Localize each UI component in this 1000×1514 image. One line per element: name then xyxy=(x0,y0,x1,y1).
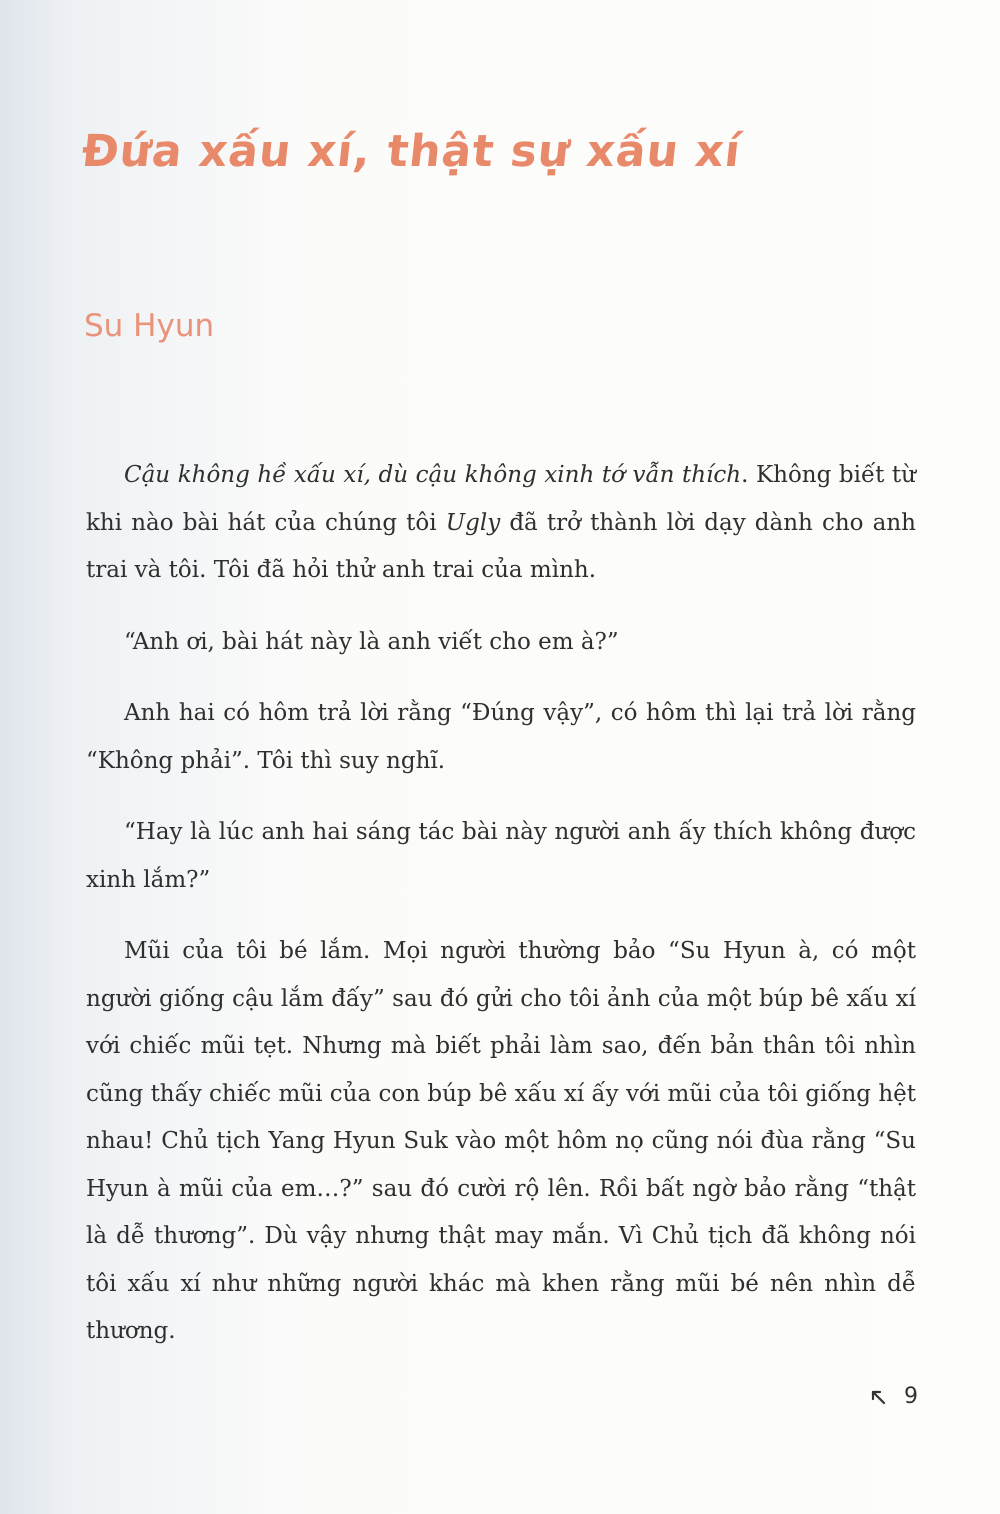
italic-quote: Cậu không hề xấu xí, dù cậu không xinh tớ vẫn thích xyxy=(124,462,742,488)
page-footer xyxy=(868,1384,918,1409)
chapter-title: Đứa xấu xí, thật sự xấu xí xyxy=(79,126,744,177)
paragraph-1-text-a: . Không biết từ khi nào bài hát của chúng tôi xyxy=(86,462,916,536)
paragraph-4: “Hay là lúc anh hai sáng tác bài này người anh ấy thích không được xinh lắm?” xyxy=(86,819,916,893)
page-number: 9 xyxy=(904,1384,918,1409)
song-title: Ugly xyxy=(445,509,501,536)
chapter-author: Su Hyun xyxy=(84,308,215,344)
paragraph-5: Mũi của tôi bé lắm. Mọi người thường bảo “Su Hyun à, có một người giống cậu lắm đấy” sau đó gửi cho tôi ảnh của một búp bê xấu xí với chiếc mũi tẹt. Nhưng mà biết phải làm sao, đến bản thân tôi nhìn cũng thấy chiếc mũi của con búp bê xấu xí ấy với mũi của tôi giống hệt nhau! Chủ tịch Yang Hyun Suk vào một hôm nọ cũng nói đùa rằng “Su Hyun à mũi của em…?” sau đó cười rộ lên. Rồi bất ngờ bảo rằng “thật là dễ thương”. Dù vậy nhưng thật may mắn. Vì Chủ tịch đã không nói tôi xấu xí như những người khác mà khen rằng mũi bé nên nhìn dễ thương. xyxy=(86,938,916,1344)
paragraph-2: “Anh ơi, bài hát này là anh viết cho em à?” xyxy=(124,628,619,655)
paragraph-1-text-b: đã trở thành lời dạy dành cho anh trai và tôi. Tôi đã hỏi thử anh trai của mình. xyxy=(86,509,916,583)
paragraph-1 xyxy=(86,452,916,595)
body-text xyxy=(86,452,916,1356)
arrow-up-left-icon xyxy=(868,1387,888,1407)
paragraph-3: Anh hai có hôm trả lời rằng “Đúng vậy”, có hôm thì lại trả lời rằng “Không phải”. Tôi thì suy nghĩ. xyxy=(86,700,916,774)
